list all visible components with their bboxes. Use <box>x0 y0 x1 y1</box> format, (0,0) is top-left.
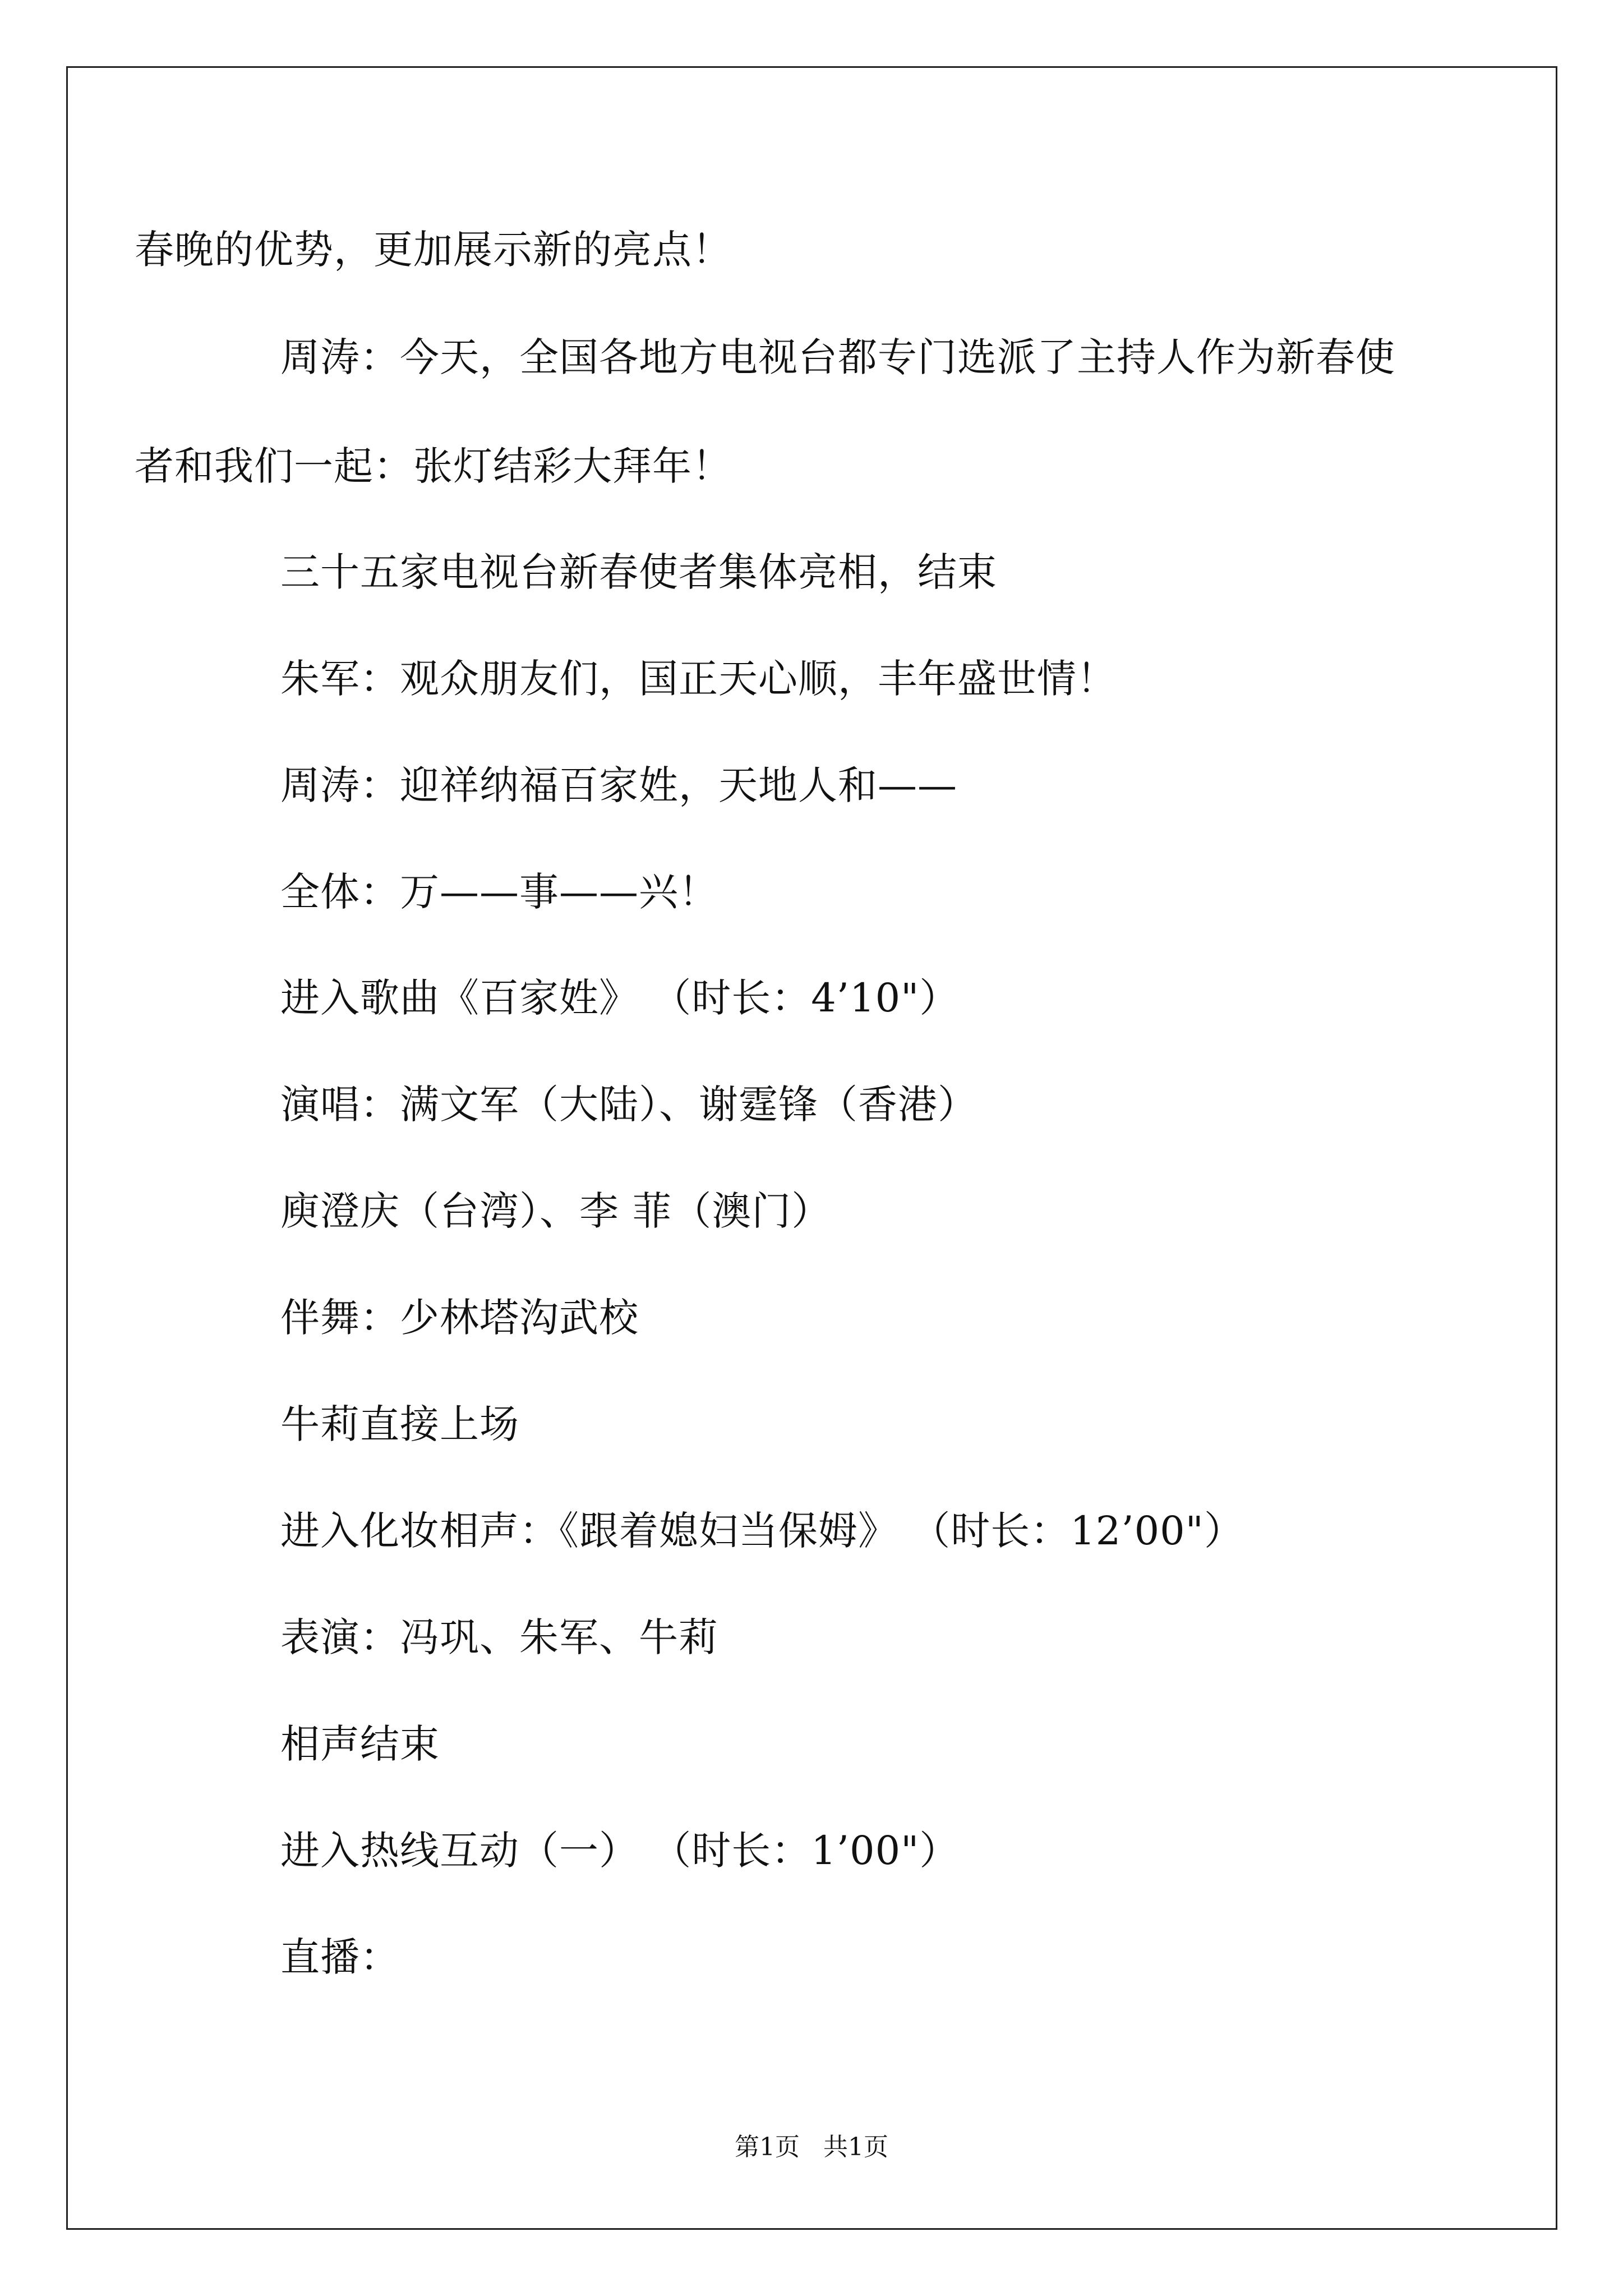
text-line: 演唱：满文军（大陆）、谢霆锋（香港） <box>280 1082 978 1128</box>
text-line: 三十五家电视台新春使者集体亮相，结束 <box>280 549 997 595</box>
text-line: 全体：万——事——兴！ <box>280 869 718 915</box>
text-line: 伴舞：少林塔沟武校 <box>280 1295 639 1341</box>
text-line: 周涛：今天，全国各地方电视台都专门选派了主持人作为新春使 <box>280 334 1395 380</box>
text-line: 庾澄庆（台湾）、李 菲（澳门） <box>280 1188 832 1234</box>
page-border <box>66 66 1557 2230</box>
text-line: 直播： <box>280 1934 400 1980</box>
text-line: 进入化妆相声：《跟着媳妇当保姆》 （时长：12’00"） <box>280 1508 1244 1554</box>
text-line: 相声结束 <box>280 1721 440 1767</box>
text-line: 牛莉直接上场 <box>280 1401 519 1447</box>
page-number-footer: 第1页 共1页 <box>735 2133 888 2161</box>
text-line: 春晚的优势，更加展示新的亮点！ <box>135 227 732 273</box>
text-line: 表演：冯巩、朱军、牛莉 <box>280 1614 718 1660</box>
text-line: 进入歌曲《百家姓》 （时长：4’10"） <box>280 975 960 1021</box>
text-line: 朱军：观众朋友们，国正天心顺，丰年盛世情！ <box>280 656 1117 702</box>
text-line: 者和我们一起：张灯结彩大拜年！ <box>135 443 732 489</box>
text-line: 进入热线互动（一） （时长：1’00"） <box>280 1828 960 1874</box>
text-line: 周涛：迎祥纳福百家姓，天地人和—— <box>280 762 957 808</box>
